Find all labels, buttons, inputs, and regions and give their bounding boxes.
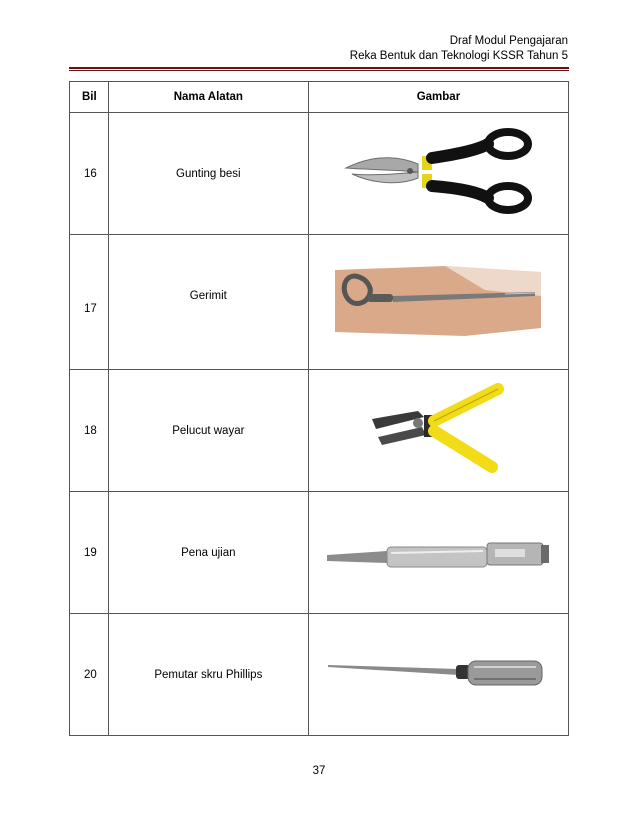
phillips-screwdriver-image <box>328 655 548 695</box>
wire-stripper-image <box>368 381 508 481</box>
table-row <box>70 492 569 614</box>
row-number: 18 <box>70 370 109 492</box>
table-row <box>70 235 569 370</box>
table-row <box>70 370 569 492</box>
page-number: 37 <box>312 765 326 777</box>
header-module-title: Draf Modul Pengajaran <box>449 35 568 47</box>
row-number: 17 <box>70 235 109 370</box>
tool-image-cell <box>308 113 568 235</box>
tool-image-cell <box>308 235 568 370</box>
test-pen-image <box>327 533 549 573</box>
row-number: 16 <box>70 113 109 235</box>
tin-snips-image <box>338 124 538 224</box>
column-header-bil: Bil <box>70 82 109 113</box>
gimlet-image <box>335 266 541 338</box>
header-rule-thick <box>69 67 569 69</box>
tool-name: Pemutar skru Phillips <box>108 614 308 736</box>
tool-image-cell <box>308 614 568 736</box>
tool-name: Pelucut wayar <box>108 370 308 492</box>
header-rule-thin <box>69 70 569 71</box>
tool-image-cell <box>308 370 568 492</box>
row-number: 20 <box>70 614 109 736</box>
tool-image-cell <box>308 492 568 614</box>
tool-name: Pena ujian <box>108 492 308 614</box>
tool-name: Gunting besi <box>108 113 308 235</box>
row-number: 19 <box>70 492 109 614</box>
table-header-row <box>70 82 569 113</box>
tool-name: Gerimit <box>108 235 308 370</box>
column-header-gambar: Gambar <box>308 82 568 113</box>
tools-table <box>69 81 569 736</box>
document-header <box>350 34 568 64</box>
column-header-nama-alatan: Nama Alatan <box>108 82 308 113</box>
table-row <box>70 614 569 736</box>
header-subject-title: Reka Bentuk dan Teknologi KSSR Tahun 5 <box>349 50 568 62</box>
table-row <box>70 113 569 235</box>
